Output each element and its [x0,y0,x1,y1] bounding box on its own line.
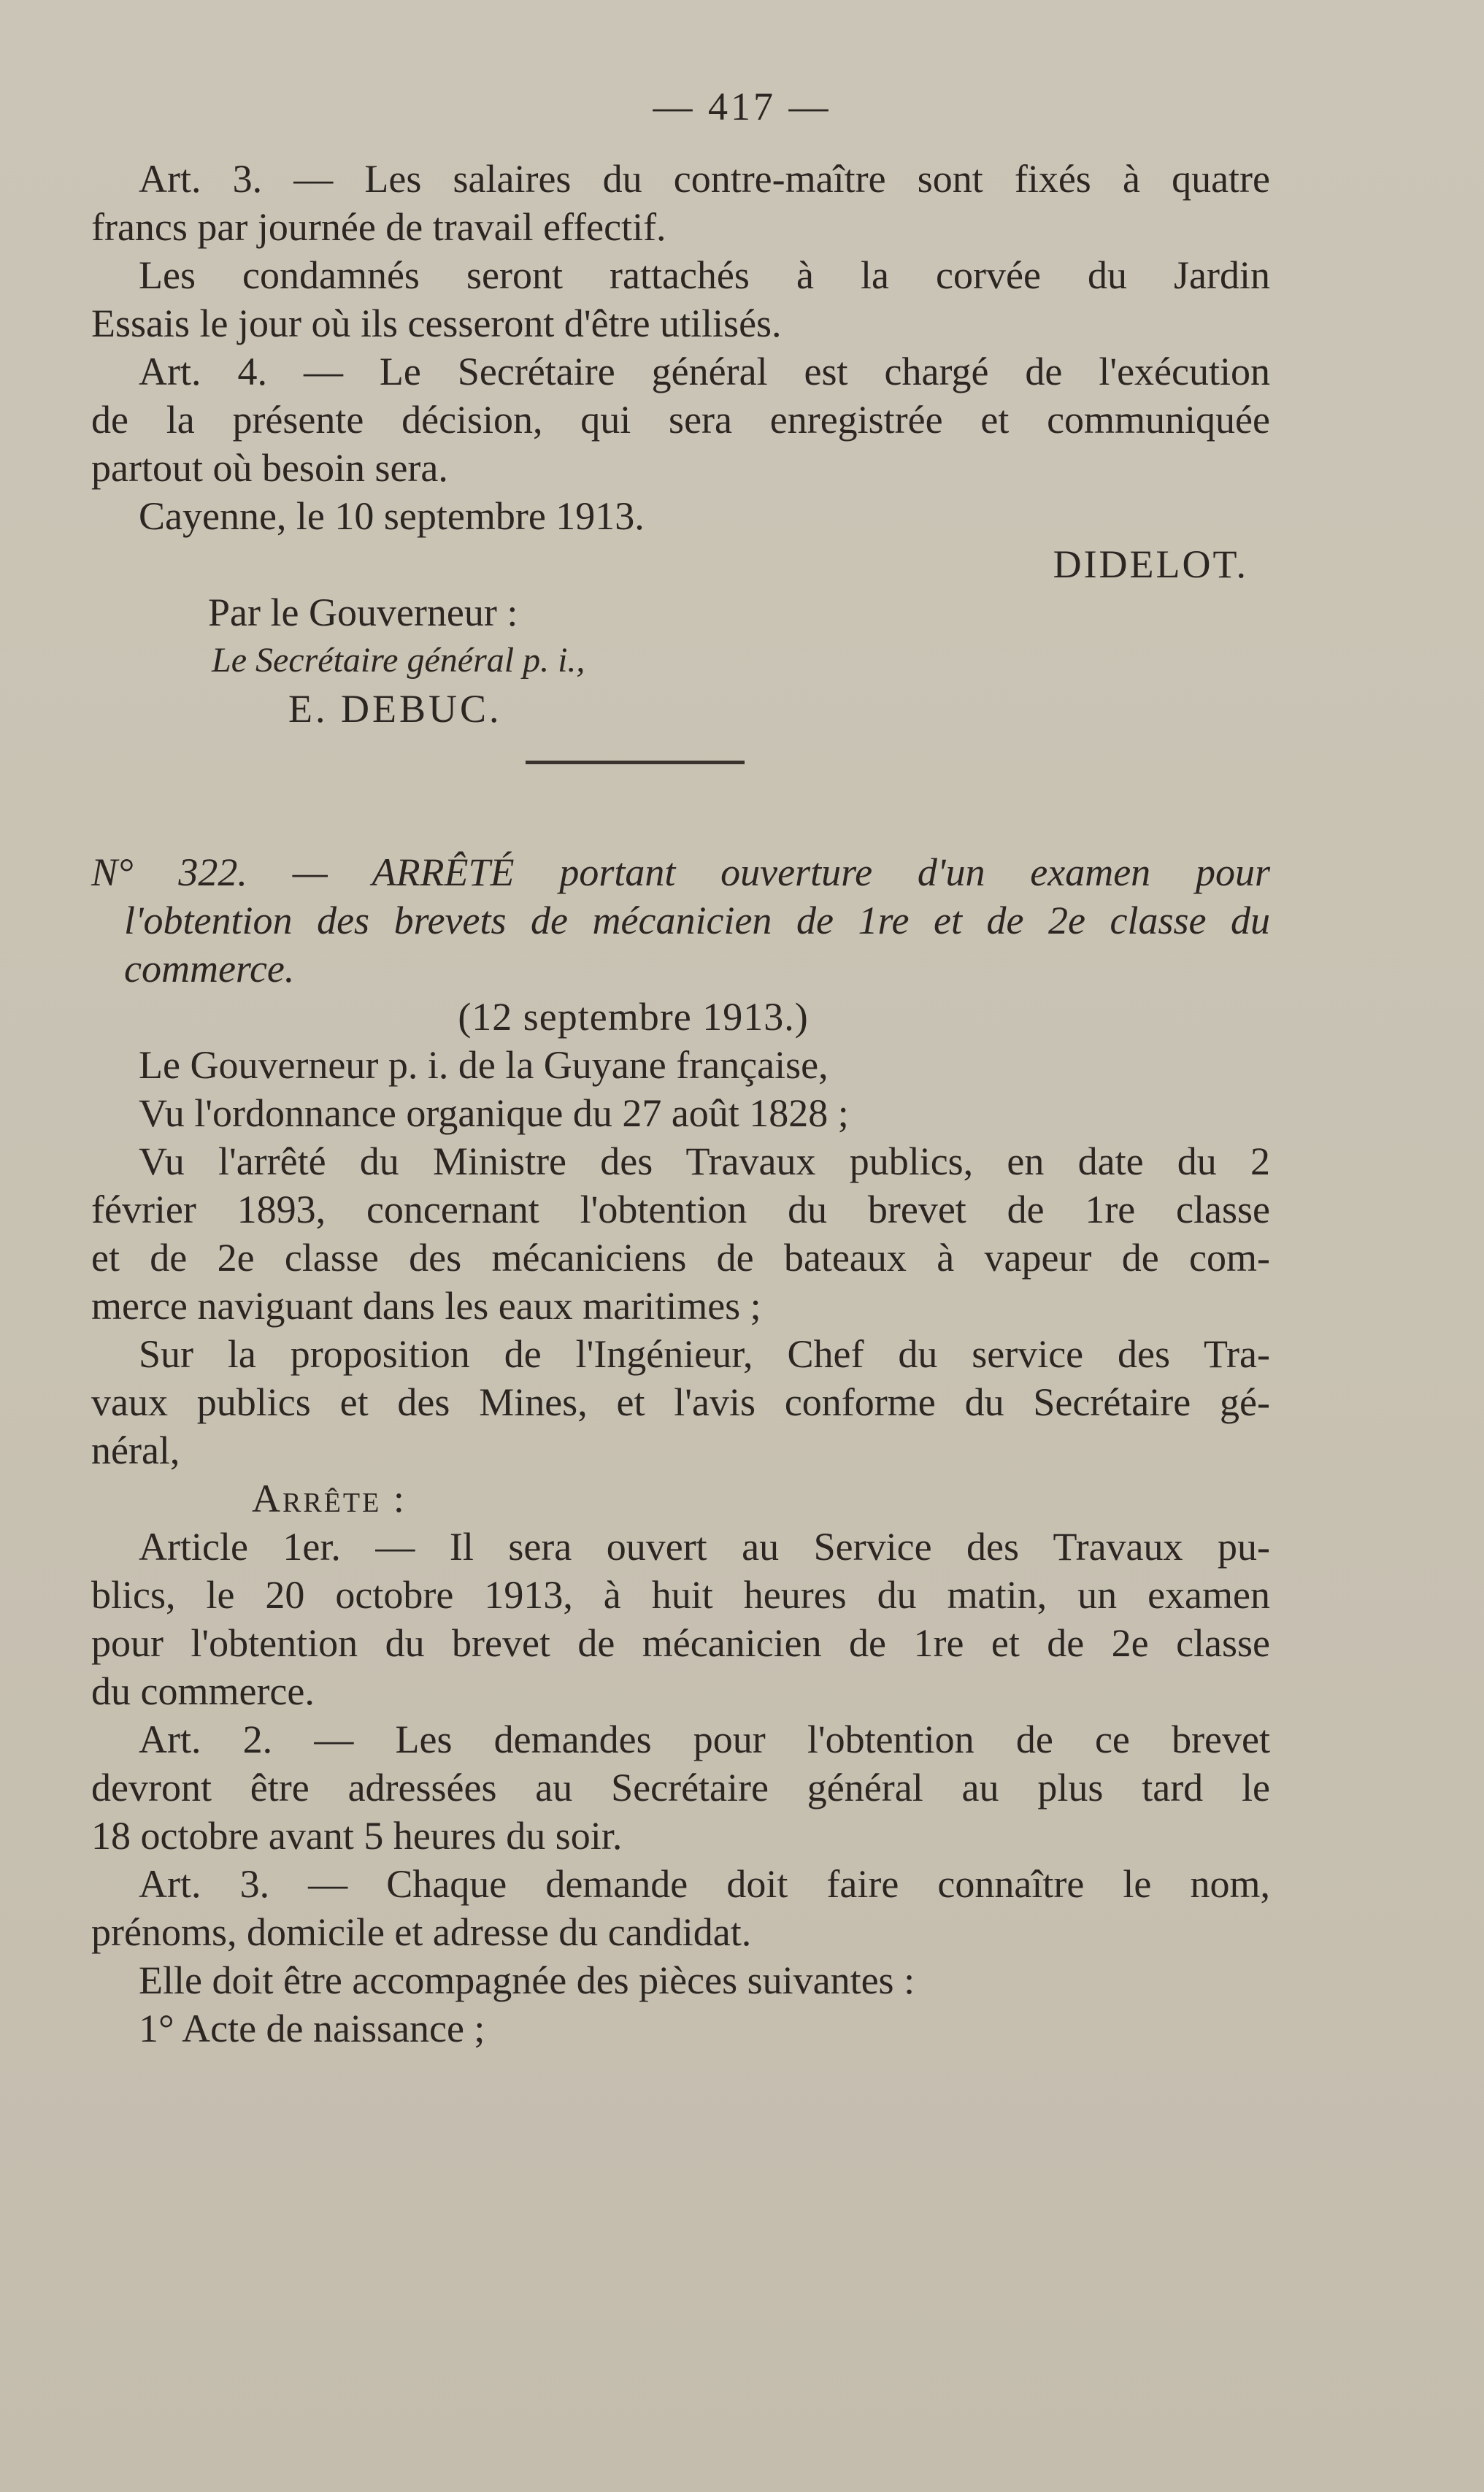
text-line: Le Gouverneur p. i. de la Guyane française, [139,1043,828,1087]
text-line: francs par journée de travail effectif. [91,205,666,249]
text-line: Art. 2. — Les demandes pour l'obtention de ce brevet [139,1718,1270,1761]
text-line: février 1893, concernant l'obtention du brevet de 1re classe [91,1188,1270,1231]
text-line: merce naviguant dans les eaux maritimes ; [91,1284,761,1328]
text-line: du commerce. [91,1669,315,1713]
text-line: 18 octobre avant 5 heures du soir. [91,1814,623,1858]
text-line: Art. 3. — Chaque demande doit faire connaître le nom, [139,1862,1270,1906]
section-divider [91,733,1270,777]
text-line: de la présente décision, qui sera enregistrée et communiquée [91,398,1270,442]
text-line: néral, [91,1428,180,1472]
previous-decision [91,155,1270,777]
text-line: Article 1er. — Il sera ouvert au Service des Travaux pu- [139,1525,1270,1569]
text-line: Sur la proposition de l'Ingénieur, Chef du service des Tra- [139,1332,1270,1376]
decree-heading: l'obtention des brevets de mécanicien de 1re et de 2e classe du [124,899,1270,942]
text-line: partout où besoin sera. [91,446,448,490]
text-line: et de 2e classe des mécaniciens de bateaux à vapeur de com- [91,1236,1270,1280]
decree-heading: commerce. [124,947,295,991]
text-line: Les condamnés seront rattachés à la corvée du Jardin [139,253,1270,297]
text-line: Cayenne, le 10 septembre 1913. [139,494,645,538]
text-line: blics, le 20 octobre 1913, à huit heures du matin, un examen [91,1573,1270,1617]
text-line: pour l'obtention du brevet de mécanicien de 1re et de 2e classe [91,1621,1270,1665]
text-line: 1° Acte de naissance ; [139,2007,485,2050]
text-line: Art. 4. — Le Secrétaire général est chargé de l'exécution [139,350,1270,393]
signatory-name: E. DEBUC. [288,687,502,731]
text-line: Vu l'arrêté du Ministre des Travaux publics, en date du 2 [139,1139,1270,1183]
text-line: vaux publics et des Mines, et l'avis conforme du Secrétaire gé- [91,1380,1270,1424]
arrete-heading: Arrête : [252,1477,407,1520]
text-line: Elle doit être accompagnée des pièces suivantes : [139,1958,915,2002]
decree-date: (12 septembre 1913.) [458,995,809,1039]
decree-heading: N° 322. — ARRÊTÉ portant ouverture d'un examen pour [91,850,1270,894]
page-number: — 417 — [653,85,831,128]
signature: DIDELOT. [1053,542,1248,586]
text-line: prénoms, domicile et adresse du candidat. [91,1910,752,1954]
arrete-322 [91,848,1270,2053]
text-line: devront être adressées au Secrétaire général au plus tard le [91,1766,1270,1810]
text-line: Essais le jour où ils cesseront d'être utilisés. [91,301,782,345]
signatory-line: Le Secrétaire général p. i., [212,641,585,680]
text-line: Art. 3. — Les salaires du contre-maître sont fixés à quatre [139,157,1270,201]
text-line: Vu l'ordonnance organique du 27 août 1828 ; [139,1091,849,1135]
signatory-line: Par le Gouverneur : [208,591,518,634]
